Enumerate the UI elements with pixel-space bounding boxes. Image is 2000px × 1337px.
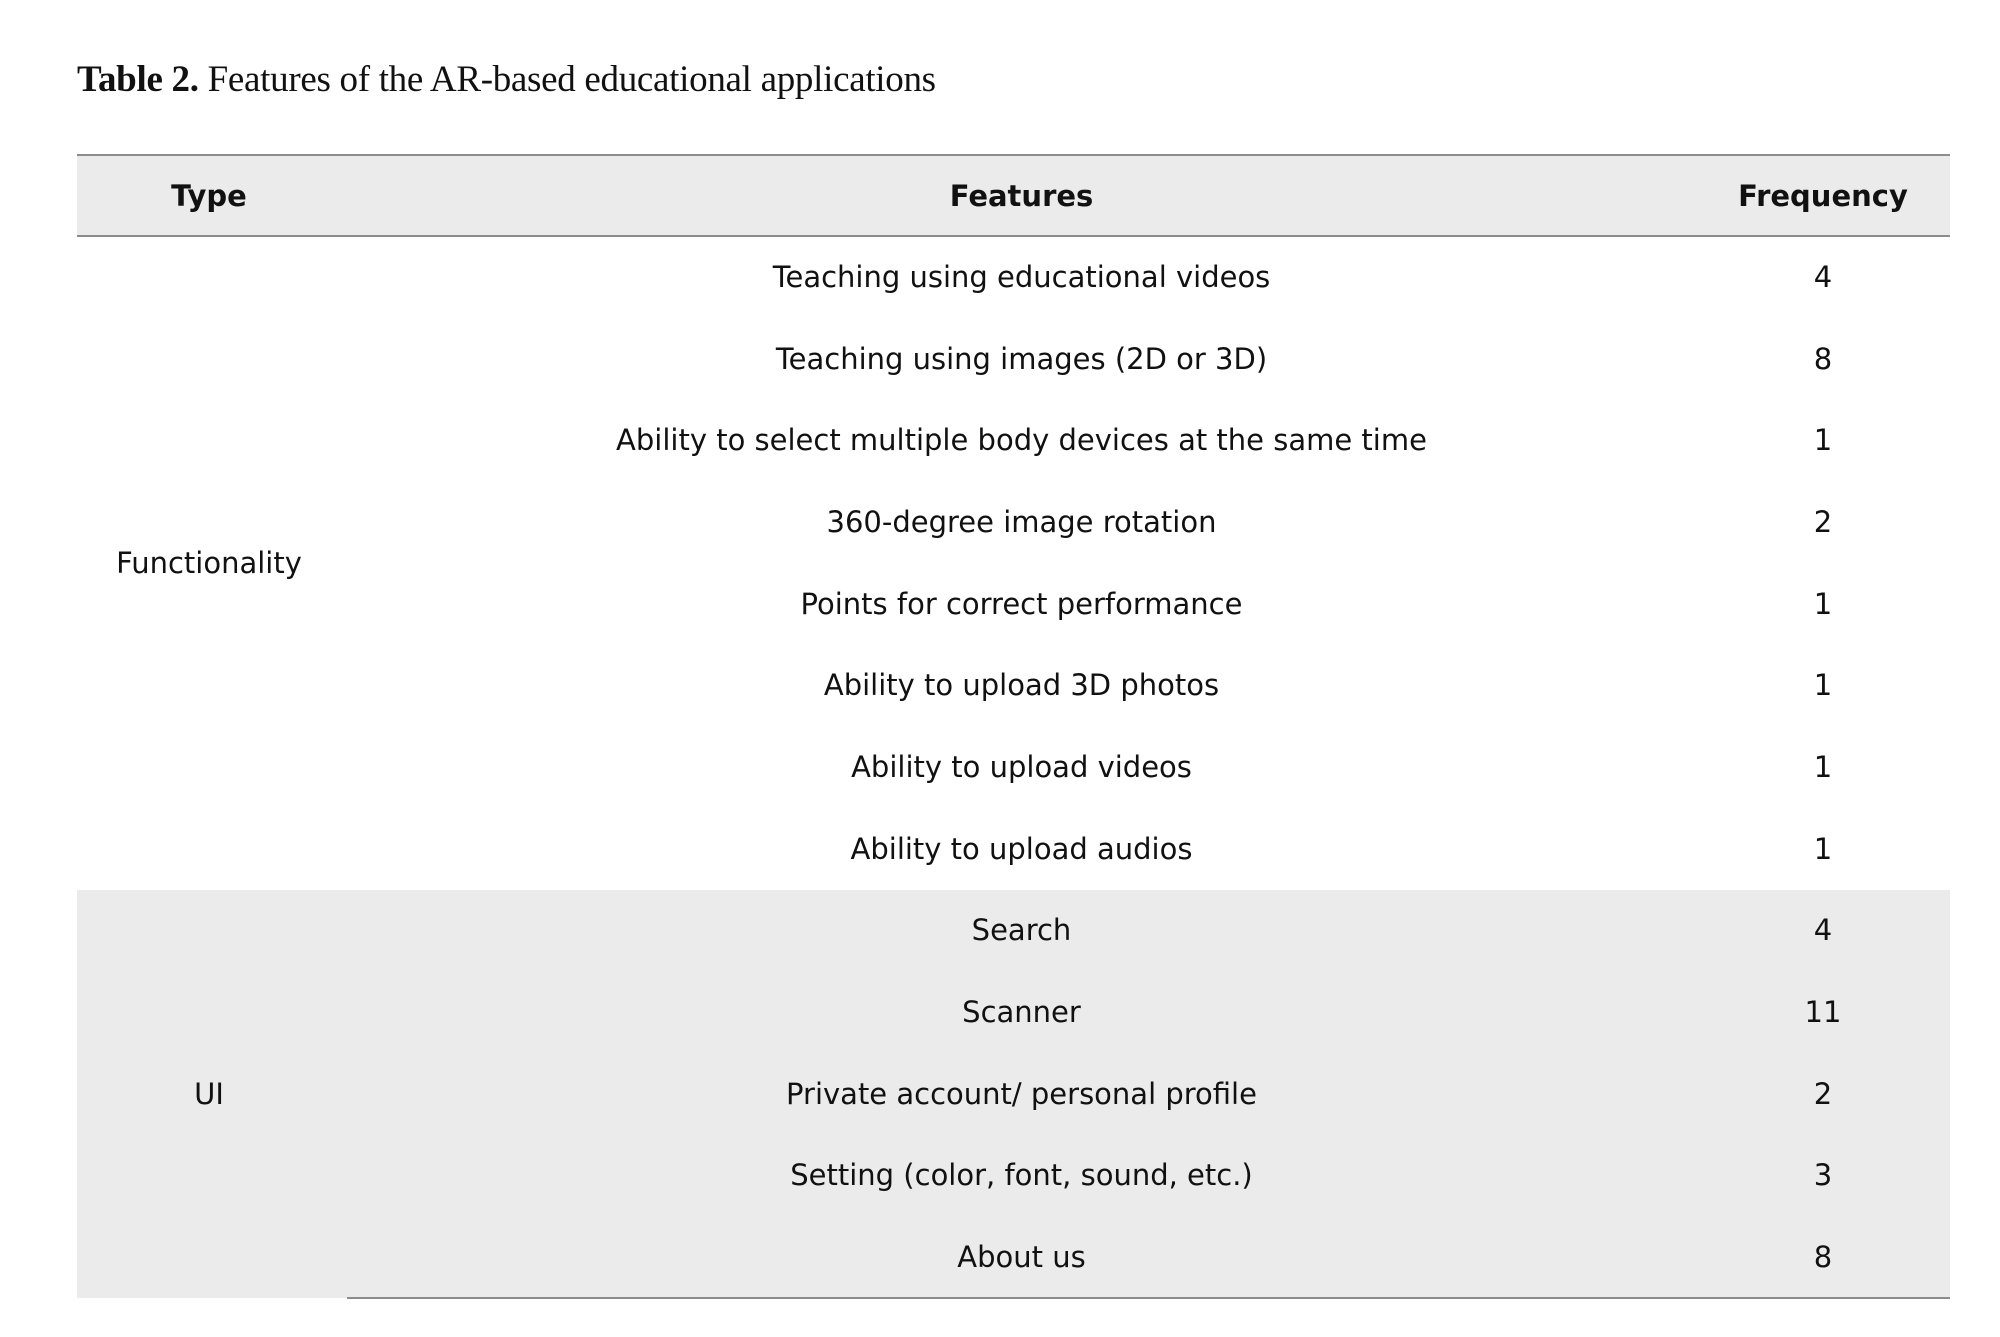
table-row [77,1135,1950,1217]
table-row [77,236,1950,318]
table-row [77,726,1950,808]
feature-cell: Ability to upload audios [850,831,1193,866]
frequency-cell: 1 [1813,749,1833,784]
table-row [77,890,1950,972]
table-row [77,808,1950,890]
group-ui [77,890,1950,1298]
feature-cell: Scanner [962,995,1081,1030]
type-cell-functionality: Functionality [116,546,302,581]
feature-cell: Ability to upload 3D photos [823,668,1220,703]
frequency-cell: 2 [1813,1076,1833,1111]
table-header [77,155,1950,236]
frequency-cell: 8 [1696,1216,1950,1298]
frequency-cell: 3 [1813,1158,1833,1193]
feature-cell: Private account/ personal profile [786,1076,1257,1111]
table-row [77,1216,1950,1298]
frequency-cell: 1 [1813,586,1833,621]
table-caption-text: Features of the AR-based educational applications [198,59,936,100]
feature-cell: Teaching using images (2D or 3D) [775,341,1268,376]
feature-cell: Setting (color, font, sound, etc.) [790,1158,1253,1193]
table-row [77,971,1950,1053]
table-row [77,318,1950,400]
frequency-cell: 4 [1813,913,1833,948]
feature-cell: Points for correct performance [800,586,1243,621]
table-row [77,563,1950,645]
frequency-cell: 8 [1813,341,1833,376]
frequency-cell: 11 [1804,995,1842,1030]
frequency-cell: 1 [1813,668,1833,703]
feature-cell: Teaching using educational videos [772,260,1271,295]
feature-cell: About us [347,1216,1696,1298]
frequency-cell: 4 [1813,260,1833,295]
table-row [77,481,1950,563]
feature-cell: Ability to select multiple body devices at the same time [616,423,1427,458]
table-row [77,399,1950,481]
frequency-cell: 2 [1813,504,1833,539]
header-type: Type [77,155,347,236]
table-row [77,644,1950,726]
frequency-cell: 1 [1813,831,1833,866]
feature-cell: Ability to upload videos [851,749,1192,784]
table-caption-label: Table 2. [77,59,199,100]
frequency-cell: 1 [1813,423,1833,458]
feature-cell: Search [971,913,1072,948]
features-table [77,154,1950,1299]
feature-cell: 360-degree image rotation [826,504,1217,539]
header-row [77,155,1950,236]
header-features: Features [347,155,1696,236]
type-cell-ui: UI [194,1076,224,1111]
table-row [77,1053,1950,1135]
group-functionality [77,236,1950,890]
header-frequency: Frequency [1696,155,1950,236]
table-caption [77,58,936,101]
